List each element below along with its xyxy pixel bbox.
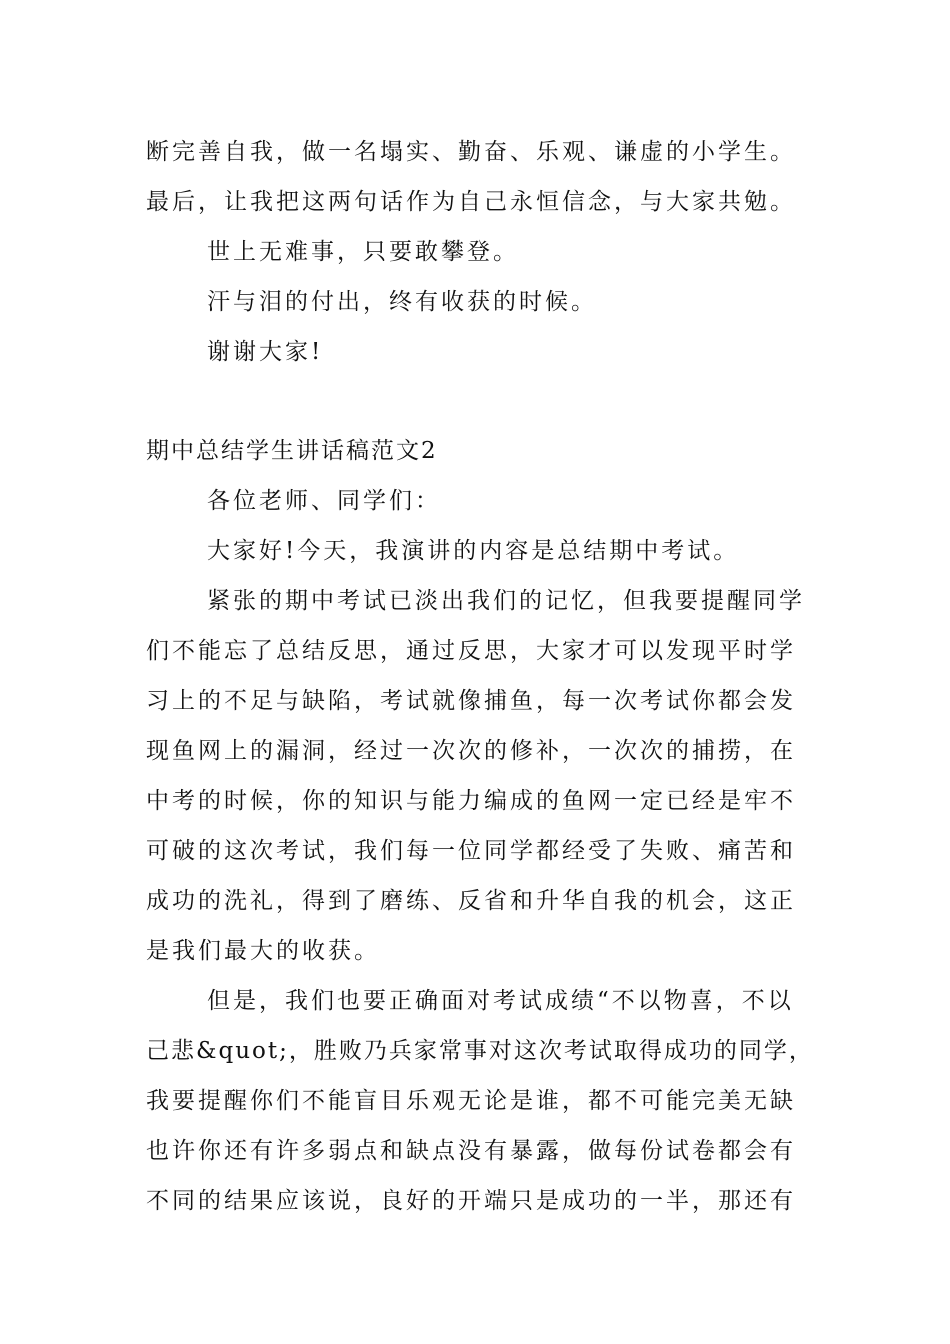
- paragraph-line: 我要提醒你们不能盲目乐观无论是谁，都不可能完美无缺: [146, 1088, 796, 1114]
- text-line: 世上无难事，只要敢攀登。: [207, 239, 519, 265]
- paragraph-line: 可破的这次考试，我们每一位同学都经受了失败、痛苦和: [146, 838, 796, 864]
- opening-line: 大家好!今天，我演讲的内容是总结期中考试。: [207, 538, 740, 564]
- paragraph-line: 们不能忘了总结反思，通过反思，大家才可以发现平时学: [146, 638, 796, 664]
- paragraph-line: 也许你还有许多弱点和缺点没有暴露，做每份试卷都会有: [146, 1138, 796, 1164]
- paragraph-line: 习上的不足与缺陷，考试就像捕鱼，每一次考试你都会发: [146, 688, 796, 714]
- text-line: 最后，让我把这两句话作为自己永恒信念，与大家共勉。: [146, 189, 796, 215]
- closing-line: 谢谢大家!: [207, 339, 324, 365]
- paragraph-line: 中考的时候，你的知识与能力编成的鱼网一定已经是牢不: [146, 788, 796, 814]
- paragraph-line: 但是，我们也要正确面对考试成绩“不以物喜，不以: [207, 988, 794, 1014]
- paragraph-line: 不同的结果应该说，良好的开端只是成功的一半，那还有: [146, 1188, 796, 1214]
- greeting-line: 各位老师、同学们：: [207, 488, 441, 514]
- paragraph-line: 己悲&quot;，胜败乃兵家常事对这次考试取得成功的同学，: [146, 1038, 814, 1064]
- text-line: 断完善自我，做一名塌实、勤奋、乐观、谦虚的小学生。: [146, 139, 796, 165]
- paragraph-line: 是我们最大的收获。: [146, 938, 380, 964]
- text-line: 汗与泪的付出，终有收获的时候。: [207, 289, 597, 315]
- paragraph-line: 紧张的期中考试已淡出我们的记忆，但我要提醒同学: [207, 588, 805, 614]
- section-heading: 期中总结学生讲话稿范文2: [146, 438, 438, 464]
- paragraph-line: 成功的洗礼，得到了磨练、反省和升华自我的机会，这正: [146, 888, 796, 914]
- paragraph-line: 现鱼网上的漏洞，经过一次次的修补，一次次的捕捞，在: [146, 738, 796, 764]
